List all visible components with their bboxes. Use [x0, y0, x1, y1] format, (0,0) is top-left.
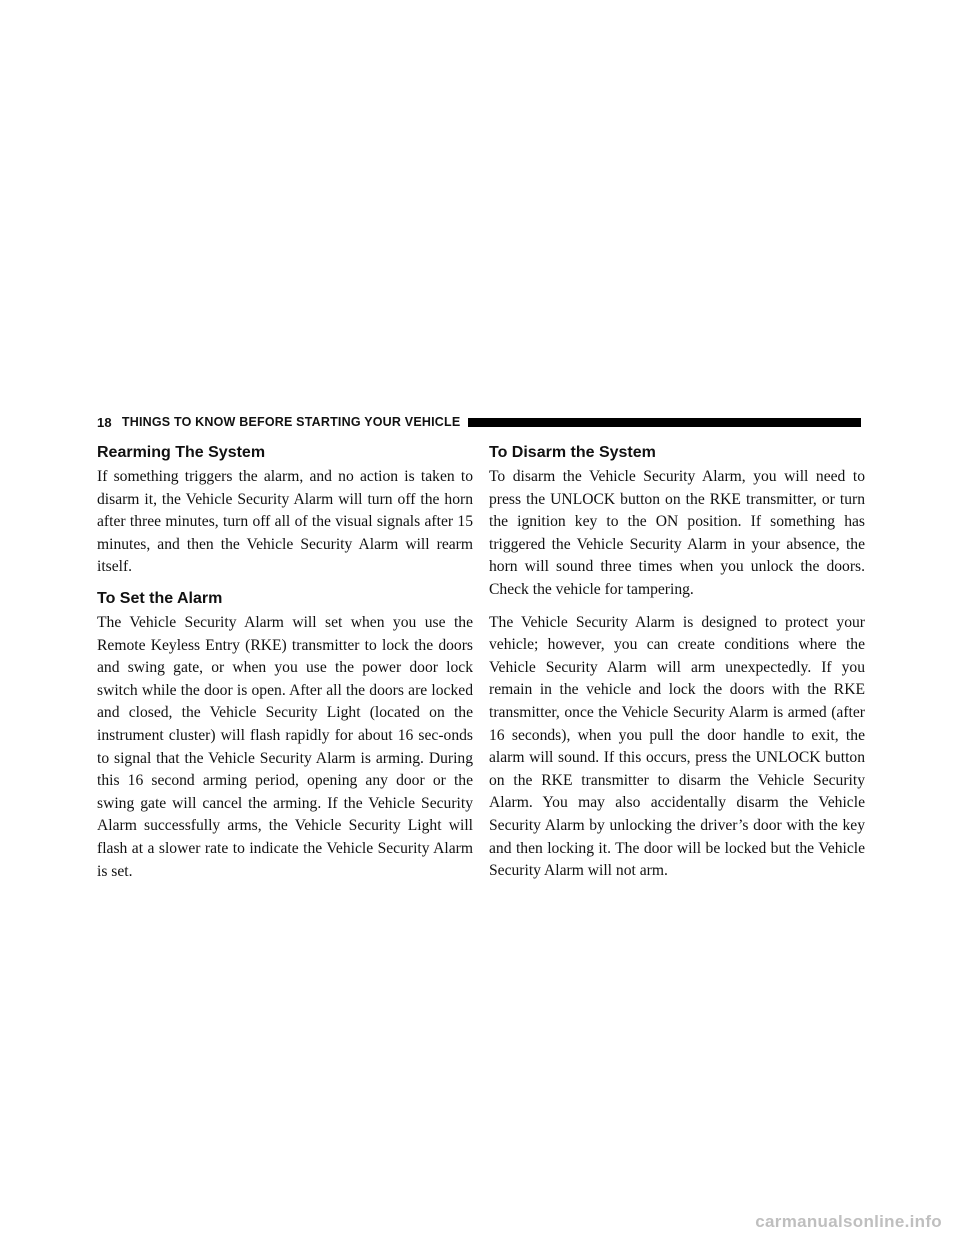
disarm-heading: To Disarm the System	[489, 444, 656, 461]
set-alarm-paragraph: The Vehicle Security Alarm will set when you use the Remote Keyless Entry (RKE) transmitter to lock the doors and swing gate, or when you use the power door lock switch while the door is open. After all the doors are locked and closed, the Vehicle Security Light (located on the instrument cluster) will flash rapidly for about 16 sec-onds to signal that the Vehicle Security Alarm is arming. During this 16 second arming period, opening any door or the swing gate will cancel the arming. If the Vehicle Security Alarm successfully arms, the Vehicle Security Light will flash at a slower rate to indicate the Vehicle Security Alarm is set.	[97, 613, 473, 880]
page-number: 18	[97, 414, 112, 430]
section-title: THINGS TO KNOW BEFORE STARTING YOUR VEHICLE	[121, 415, 461, 429]
rearming-heading: Rearming The System	[97, 444, 266, 461]
left-column	[97, 443, 473, 893]
watermark: carmanualsonline.info	[755, 1212, 942, 1231]
disarm-paragraph-1: To disarm the Vehicle Security Alarm, you will need to press the UNLOCK button on the RKE transmitter, or turn the ignition key to the ON position. If something has triggered the Vehicle Security Alarm in your absence, the horn will sound three times when you unlock the doors. Check the vehicle for tampering.	[489, 468, 865, 598]
header-rule	[468, 418, 861, 427]
right-column	[489, 443, 865, 893]
rearming-paragraph: If something triggers the alarm, and no action is taken to disarm it, the Vehicle Security Alarm will turn off the horn after three minutes, turn off all of the visual signals after 15 minutes, and then the Vehicle Security Alarm will rearm itself.	[97, 468, 473, 576]
disarm-paragraph-2: The Vehicle Security Alarm is designed to protect your vehicle; however, you can create conditions where the Vehicle Security Alarm will arm unexpectedly. If you remain in the vehicle and lock the doors with the RKE transmitter, once the Vehicle Security Alarm is armed (after 16 seconds), when you pull the door handle to exit, the alarm will sound. If this occurs, press the UNLOCK button on the RKE transmitter to disarm the Vehicle Security Alarm. You may also accidentally disarm the Vehicle Security Alarm by unlocking the driver’s door with the key and then locking it. The door will be locked but the Vehicle Security Alarm will not arm.	[489, 613, 865, 880]
page-header	[97, 414, 861, 430]
set-alarm-heading: To Set the Alarm	[97, 589, 223, 607]
